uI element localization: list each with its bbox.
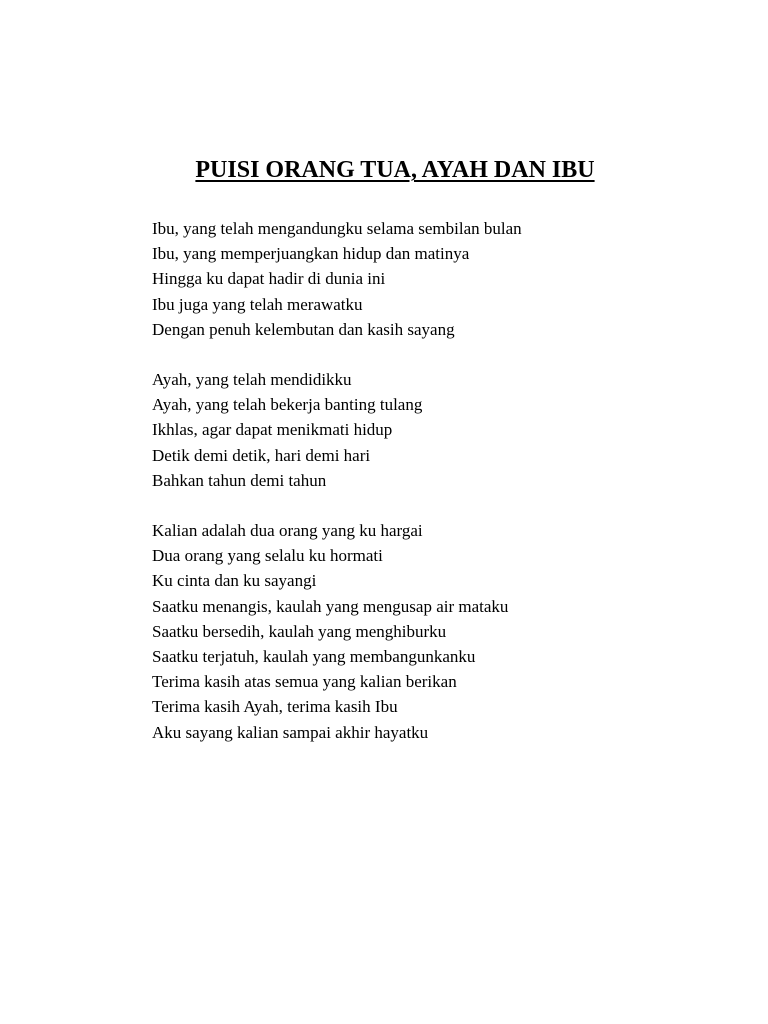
poem-line: Saatku terjatuh, kaulah yang membangunkanku <box>152 647 476 667</box>
stanza-3 <box>152 518 712 745</box>
poem-line: Ayah, yang telah mendidikku <box>152 370 352 390</box>
poem-line: Ayah, yang telah bekerja banting tulang <box>152 395 423 415</box>
poem-line: Ibu juga yang telah merawatku <box>152 294 363 314</box>
poem-line: Saatku bersedih, kaulah yang menghiburku <box>152 621 447 641</box>
poem-line: Dua orang yang selalu ku hormati <box>152 546 383 566</box>
poem-body <box>152 216 712 770</box>
poem-line: Dengan penuh kelembutan dan kasih sayang <box>152 319 455 339</box>
page-title: PUISI ORANG TUA, AYAH DAN IBU <box>195 157 595 183</box>
poem-line: Saatku menangis, kaulah yang mengusap air mataku <box>152 596 509 616</box>
poem-line: Detik demi detik, hari demi hari <box>152 445 371 465</box>
poem-line: Bahkan tahun demi tahun <box>152 470 327 490</box>
stanza-1 <box>152 216 712 342</box>
poem-line: Terima kasih Ayah, terima kasih Ibu <box>152 697 398 717</box>
poem-line: Kalian adalah dua orang yang ku hargai <box>152 521 423 541</box>
stanza-2 <box>152 367 712 493</box>
poem-line: Hingga ku dapat hadir di dunia ini <box>152 269 386 289</box>
poem-line: Ku cinta dan ku sayangi <box>152 571 317 591</box>
poem-line: Terima kasih atas semua yang kalian berikan <box>152 672 457 692</box>
poem-line: Ikhlas, agar dapat menikmati hidup <box>152 420 393 440</box>
poem-line: Ibu, yang memperjuangkan hidup dan matinya <box>152 244 470 264</box>
poem-line: Ibu, yang telah mengandungku selama sembilan bulan <box>152 219 522 238</box>
poem-line: Aku sayang kalian sampai akhir hayatku <box>152 722 429 742</box>
